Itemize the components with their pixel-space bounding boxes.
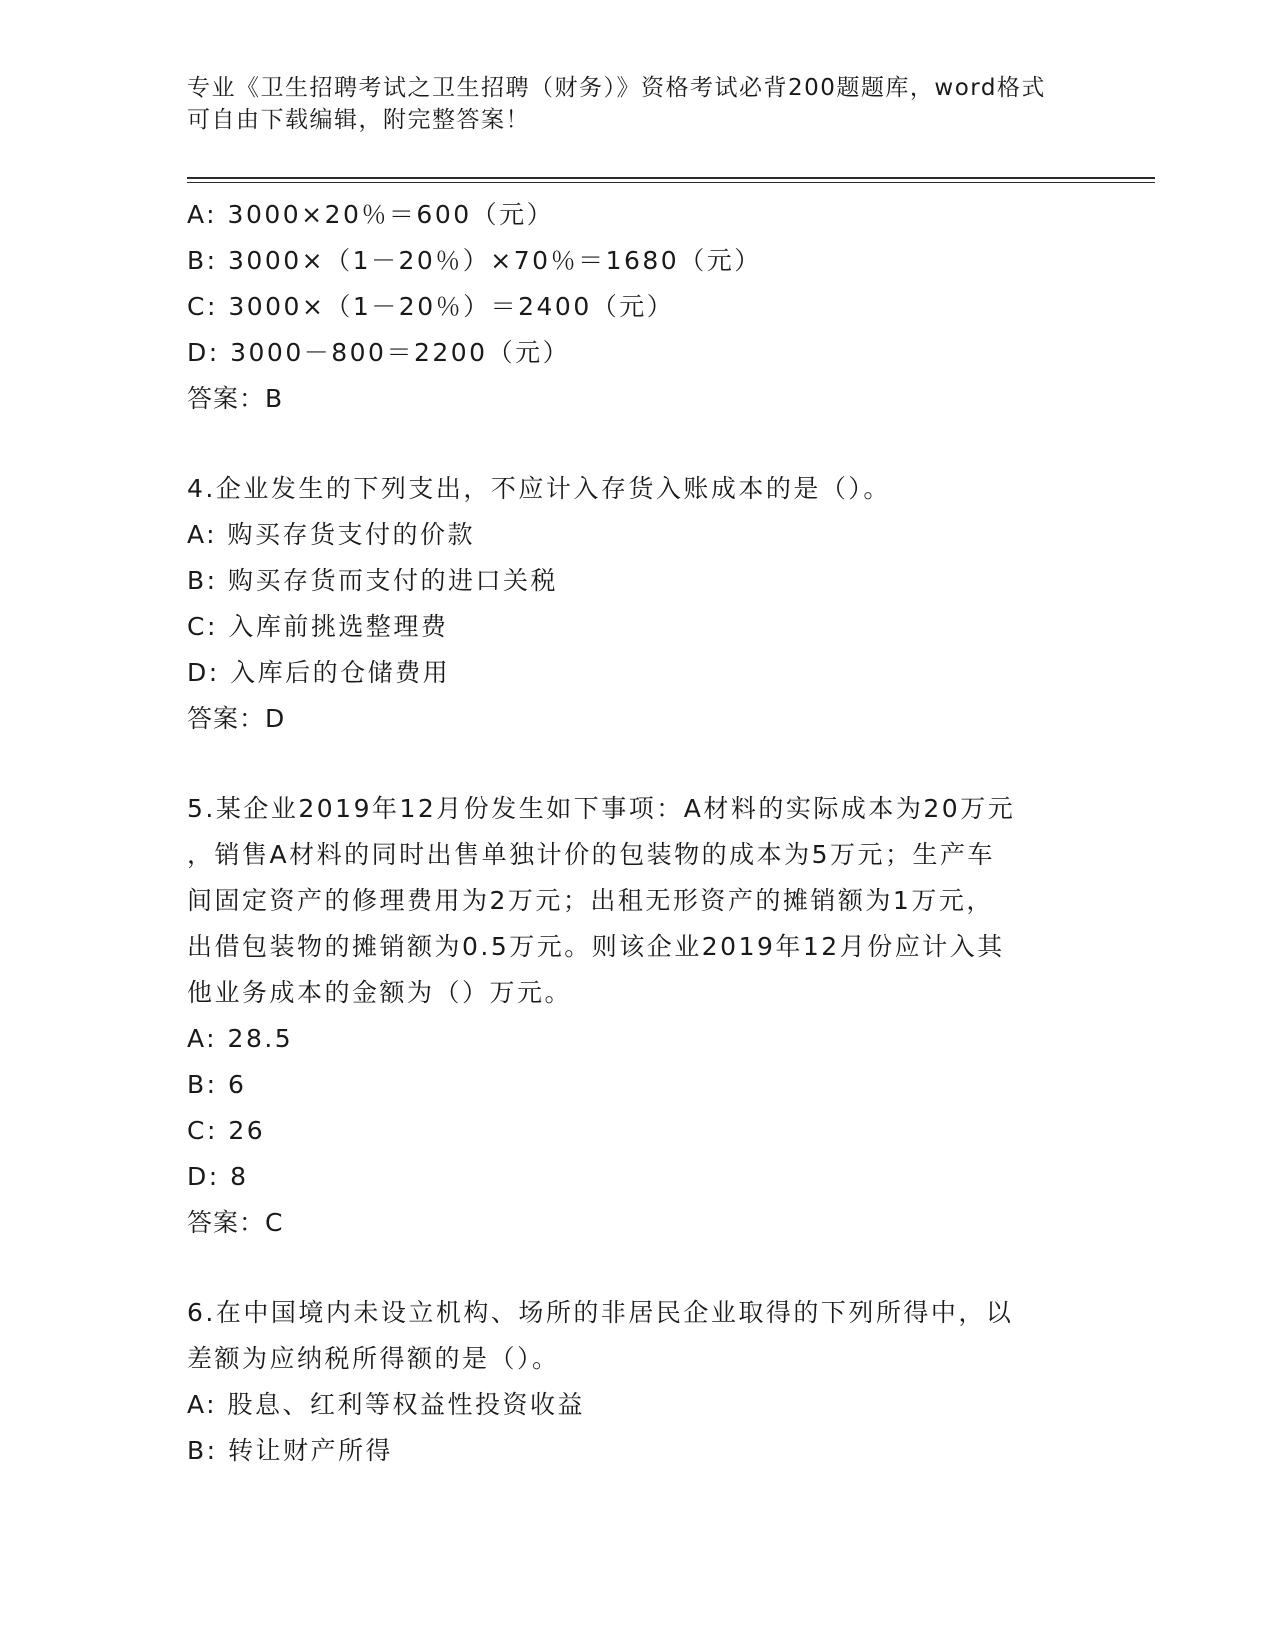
option-c: C: 入库前挑选整理费 (187, 612, 449, 641)
option-b: B: 6 (187, 1070, 247, 1099)
option-b: B: 3000×（1－20％）×70％＝1680（元） (187, 246, 762, 275)
question-3 (187, 192, 1067, 422)
stem-line: ，销售A材料的同时出售单独计价的包装物的成本为5万元；生产车 (187, 840, 996, 869)
document-header (187, 72, 1067, 136)
question-stem (187, 786, 1067, 1016)
stem-line: 6.在中国境内未设立机构、场所的非居民企业取得的下列所得中，以 (187, 1298, 1014, 1327)
stem-line: 他业务成本的金额为（）万元。 (187, 978, 573, 1007)
stem-line: 差额为应纳税所得额的是（）。 (187, 1344, 560, 1373)
option-d: D: 入库后的仓储费用 (187, 658, 451, 687)
option-c: C: 3000×（1－20％）＝2400（元） (187, 292, 675, 321)
question-5 (187, 786, 1067, 1246)
answer-line: 答案：C (187, 1208, 284, 1237)
question-stem (187, 1290, 1067, 1382)
stem-line: 间固定资产的修理费用为2万元；出租无形资产的摊销额为1万元， (187, 886, 994, 915)
header-line-2: 可自由下载编辑，附完整答案！ (187, 107, 530, 133)
stem-line: 5.某企业2019年12月份发生如下事项：A材料的实际成本为20万元 (187, 794, 1016, 823)
question-6 (187, 1290, 1067, 1474)
option-d: D: 8 (187, 1162, 249, 1191)
option-a: A: 股息、红利等权益性投资收益 (187, 1390, 586, 1419)
stem-line: 4.企业发生的下列支出，不应计入存货入账成本的是（）。 (187, 474, 891, 503)
option-d: D: 3000－800＝2200（元） (187, 338, 571, 367)
question-4 (187, 466, 1067, 742)
option-a: A: 28.5 (187, 1024, 294, 1053)
header-line-1: 专业《卫生招聘考试之卫生招聘（财务）》资格考试必背200题题库，word格式 (187, 75, 1046, 101)
option-b: B: 转让财产所得 (187, 1436, 394, 1465)
spacer (187, 1246, 1067, 1290)
header-divider-thick (187, 177, 1155, 179)
spacer (187, 742, 1067, 786)
option-a: A: 购买存货支付的价款 (187, 520, 476, 549)
option-c: C: 26 (187, 1116, 266, 1145)
question-stem (187, 466, 1067, 512)
stem-line: 出借包装物的摊销额为0.5万元。则该企业2019年12月份应计入其 (187, 932, 1005, 961)
spacer (187, 422, 1067, 466)
option-a: A: 3000×20％＝600（元） (187, 200, 555, 229)
answer-line: 答案：D (187, 704, 286, 733)
answer-line: 答案：B (187, 384, 284, 413)
header-divider-thin (187, 182, 1155, 183)
option-b: B: 购买存货而支付的进口关税 (187, 566, 559, 595)
question-list (187, 192, 1067, 1474)
